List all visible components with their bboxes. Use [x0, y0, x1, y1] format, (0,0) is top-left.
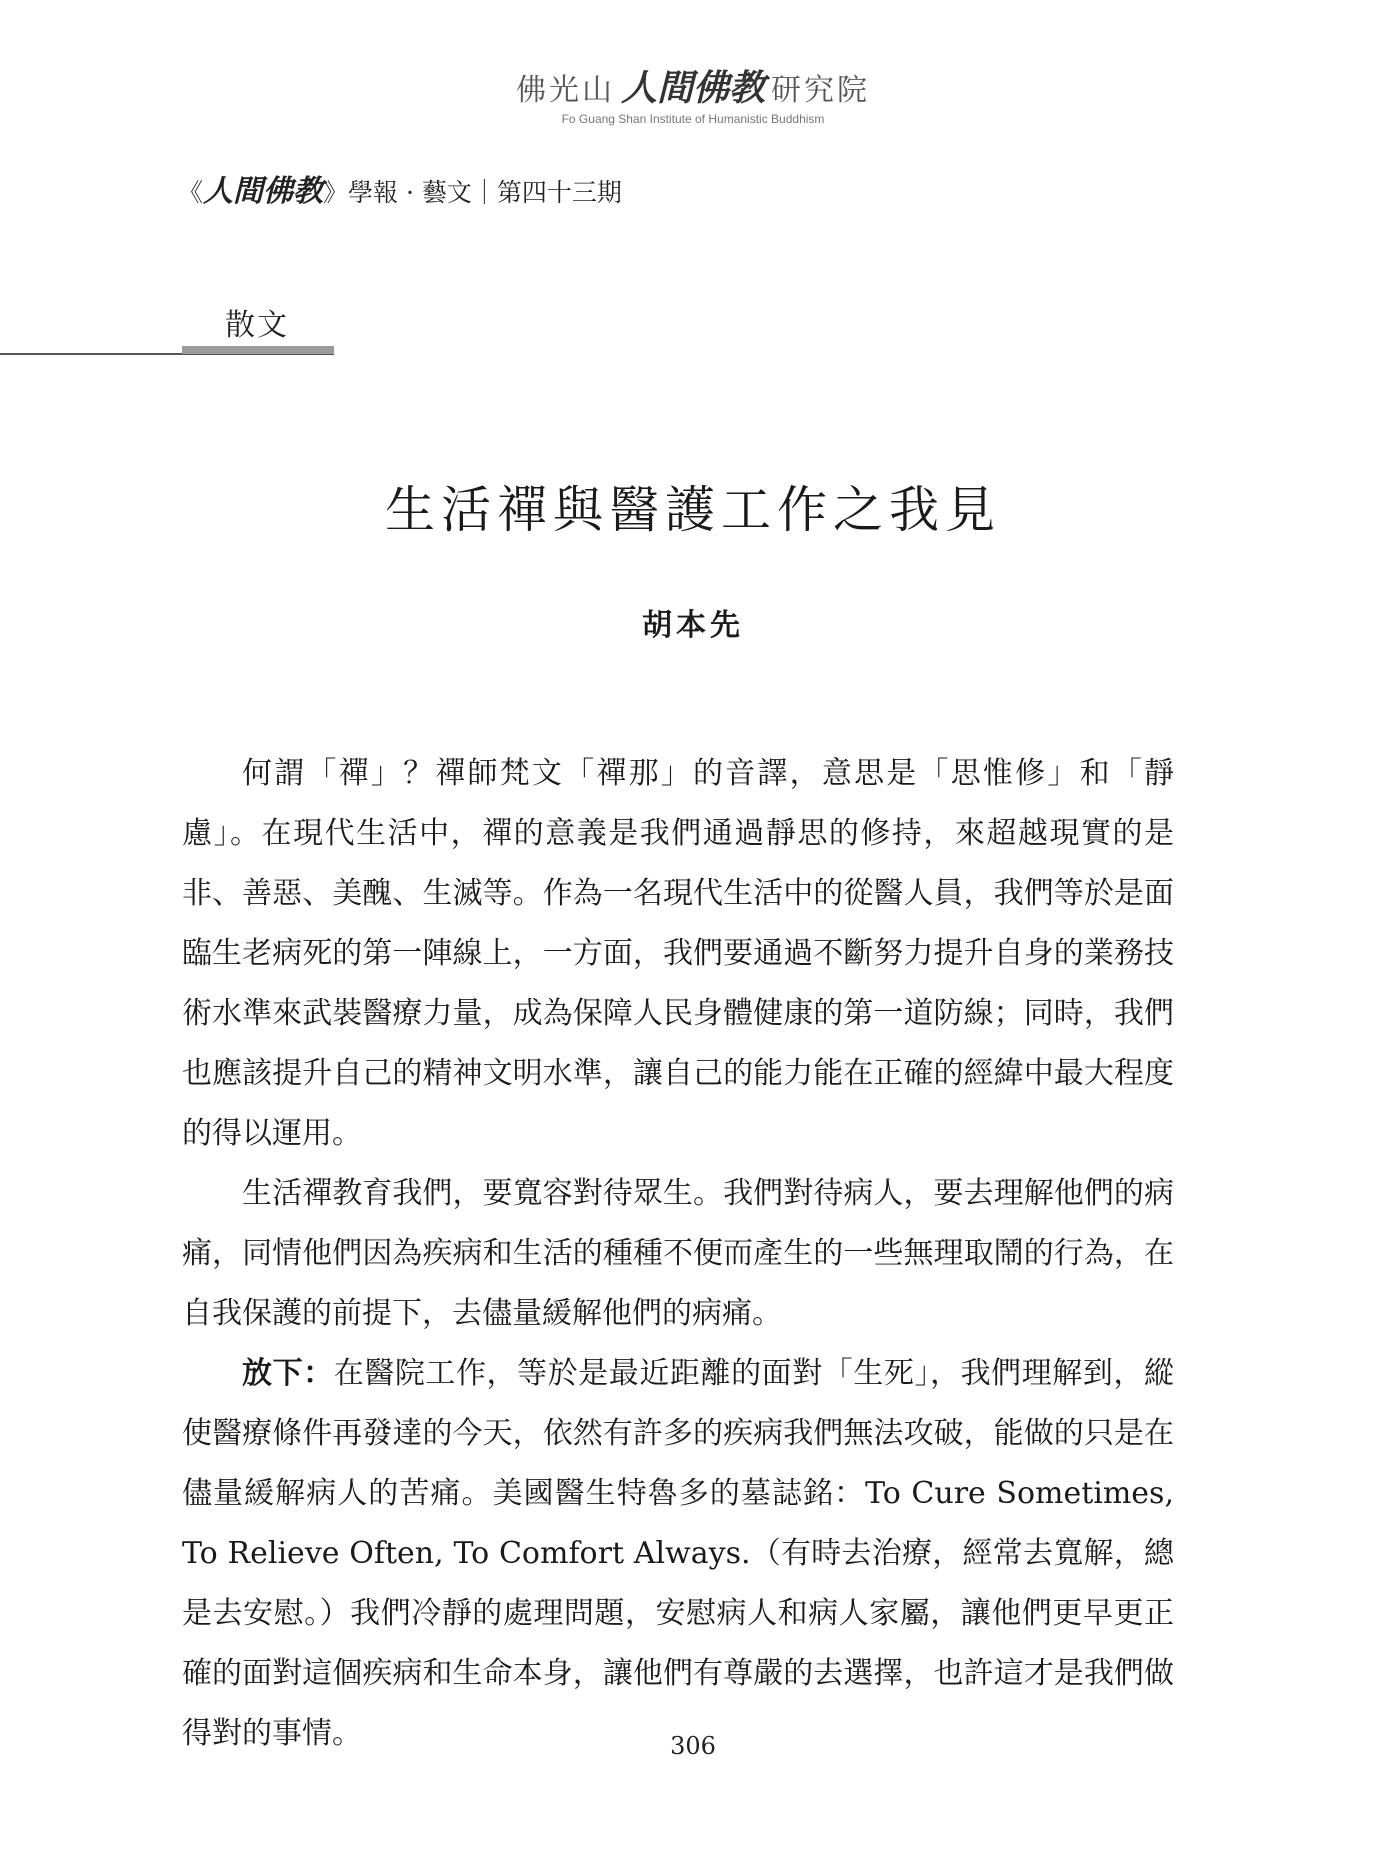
section-label: 散文 [225, 308, 289, 343]
journal-brand-logo: 人間佛教 [203, 174, 324, 209]
journal-running-head [178, 166, 622, 210]
journal-issue-info: 》學報 · 藝文｜第四十三期 [323, 178, 622, 207]
section-underline-bar [182, 346, 334, 354]
journal-open-bracket: 《 [178, 178, 204, 207]
article-title: 生活禪與醫護工作之我見 [385, 481, 1001, 539]
paragraph-2 [182, 1164, 1174, 1344]
institute-header [0, 60, 1386, 111]
paragraph-1 [182, 744, 1174, 1164]
institute-english-name: Fo Guang Shan Institute of Humanistic Buddhism [561, 112, 825, 126]
institute-brand-logo: 人間佛教 [620, 67, 765, 109]
article-author: 胡本先 [642, 608, 744, 643]
paragraph-2-text: 生活禪教育我們，要寬容對待眾生。我們對待病人，要去理解他們的病痛，同情他們因為疾病和生活的種種不便而產生的一些無理取鬧的行為，在自我保護的前提下，去儘量緩解他們的病痛。 [182, 1176, 1174, 1331]
article-body [182, 744, 1174, 1764]
paragraph-3-lead: 放下： [242, 1356, 334, 1391]
institute-prefix: 佛光山 [515, 73, 615, 108]
paragraph-3 [182, 1344, 1174, 1764]
institute-suffix: 研究院 [771, 73, 870, 108]
paragraph-3-text: 在醫院工作，等於是最近距離的面對「生死」，我們理解到，縱使醫療條件再發達的今天，依然有許多的疾病我們無法攻破，能做的只是在儘量緩解病人的苦痛。美國醫生特魯多的墓誌銘：To Cure Sometimes, To Relieve Often, To Comfort Always.（有時去治療，經常去寬解，總是去安慰。）我們冷靜的處理問題，安慰病人和病人家屬，讓他們更早更正確的面對這個疾病和生命本身，讓他們有尊嚴的去選擇，也許這才是我們做得對的事情。 [182, 1356, 1175, 1751]
paragraph-1-text: 何謂「禪」？禪師梵文「禪那」的音譯，意思是「思惟修」和「靜慮」。在現代生活中，禪的意義是我們通過靜思的修持，來超越現實的是非、善惡、美醜、生滅等。作為一名現代生活中的從醫人員，我們等於是面臨生老病死的第一陣線上，一方面，我們要通過不斷努力提升自身的業務技術水準來武裝醫療力量，成為保障人民身體健康的第一道防線；同時，我們也應該提升自己的精神文明水準，讓自己的能力能在正確的經緯中最大程度的得以運用。 [182, 756, 1174, 1151]
page-number: 306 [670, 1732, 716, 1760]
